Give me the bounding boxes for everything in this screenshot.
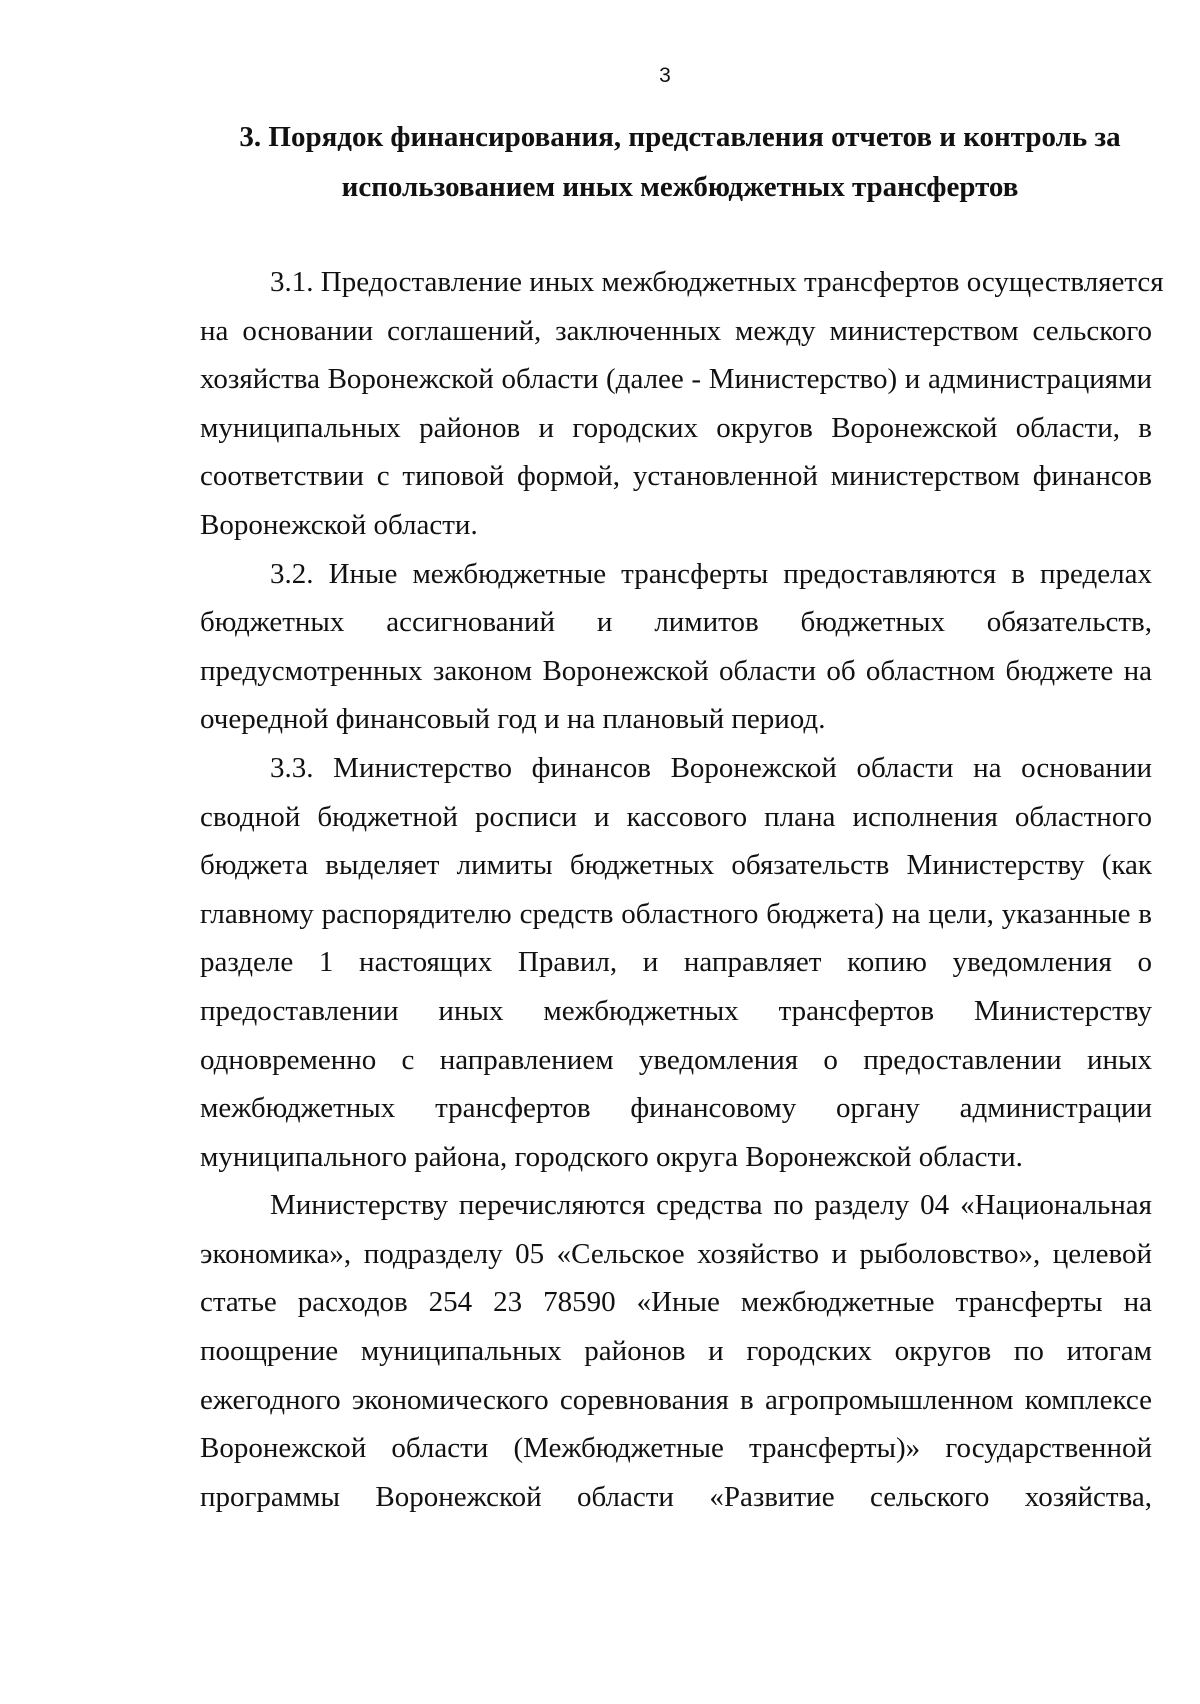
text-line: одновременно с направлением уведомления о предоставлении иных	[200, 1043, 1152, 1076]
section-heading-line-1: 3. Порядок финансирования, представления отчетов и контроль за	[239, 121, 1121, 153]
paragraph-3-1	[200, 258, 1164, 550]
text-line: на основании соглашений, заключенных между министерством сельского	[200, 314, 1152, 347]
text-line: бюджетных ассигнований и лимитов бюджетных обязательств,	[200, 606, 1152, 639]
paragraph-3-2	[200, 550, 1152, 744]
text-line: предусмотренных законом Воронежской области об областном бюджете на	[200, 654, 1152, 687]
text-line: бюджета выделяет лимиты бюджетных обязательств Министерству (как	[200, 849, 1152, 882]
text-line: главному распорядителю средств областного бюджета) на цели, указанные в	[200, 897, 1152, 930]
text-line: Воронежской области (Межбюджетные трансферты)» государственной	[200, 1432, 1152, 1465]
text-line: поощрение муниципальных районов и городских округов по итогам	[200, 1335, 1152, 1368]
text-line: соответствии с типовой формой, установленной министерством финансов	[200, 460, 1152, 493]
text-line: муниципального района, городского округа Воронежской области.	[200, 1140, 1023, 1173]
text-line: очередной финансовый год и на плановый период.	[200, 703, 826, 736]
paragraph-3-3	[200, 744, 1152, 1181]
text-line: разделе 1 настоящих Правил, и направляет копию уведомления о	[200, 946, 1152, 979]
text-line: Министерству перечисляются средства по разделу 04 «Национальная	[270, 1189, 1152, 1222]
section-heading	[200, 112, 1160, 212]
text-line: ежегодного экономического соревнования в агропромышленном комплексе	[200, 1383, 1152, 1416]
section-heading-line-2: использованием иных межбюджетных трансфертов	[341, 171, 1019, 203]
text-line: сводной бюджетной росписи и кассового плана исполнения областного	[200, 800, 1152, 833]
document-body	[200, 258, 1164, 1521]
text-line: 3.1. Предоставление иных межбюджетных трансфертов осуществляется	[270, 266, 1164, 298]
text-line: программы Воронежской области «Развитие сельского хозяйства,	[200, 1480, 1152, 1513]
text-line: предоставлении иных межбюджетных трансфертов Министерству	[200, 994, 1152, 1027]
text-line: экономика», подразделу 05 «Сельское хозяйство и рыболовство», целевой	[200, 1237, 1152, 1270]
text-line: 3.3. Министерство финансов Воронежской области на основании	[270, 751, 1152, 784]
text-line: муниципальных районов и городских округов Воронежской области, в	[200, 411, 1152, 444]
page-number: 3	[659, 64, 671, 87]
text-line: 3.2. Иные межбюджетные трансферты предоставляются в пределах	[270, 557, 1152, 590]
text-line: статье расходов 254 23 78590 «Иные межбюджетные трансферты на	[200, 1286, 1152, 1319]
paragraph-funding	[200, 1181, 1152, 1521]
text-line: Воронежской области.	[200, 508, 478, 541]
text-line: хозяйства Воронежской области (далее - Министерство) и администрациями	[200, 363, 1152, 396]
text-line: межбюджетных трансфертов финансовому органу администрации	[200, 1092, 1152, 1125]
